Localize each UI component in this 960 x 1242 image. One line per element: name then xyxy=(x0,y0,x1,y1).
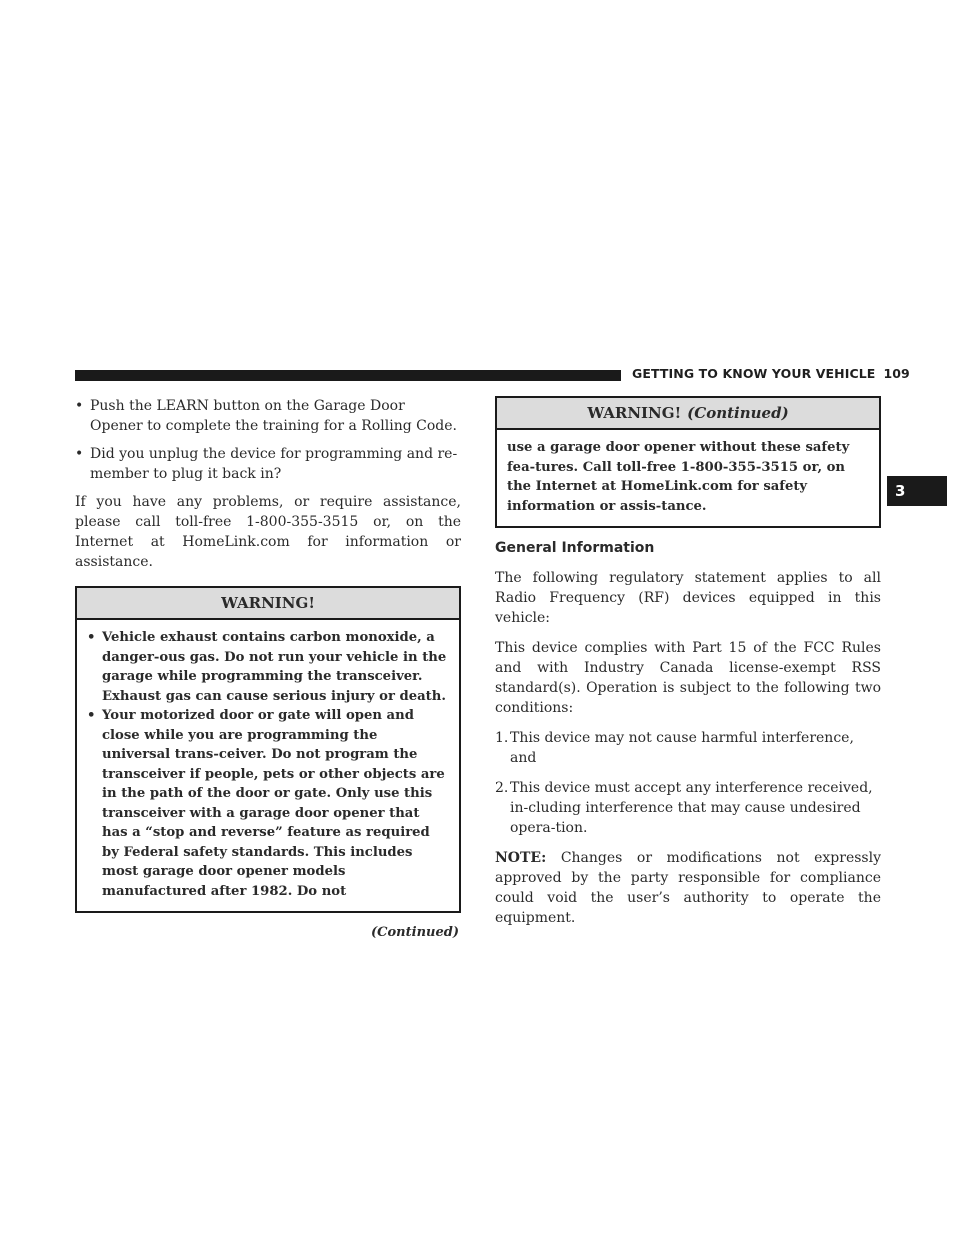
item-text: This device must accept any interference received, in-cluding interference that may cause undesired opera-tion. xyxy=(510,780,873,836)
right-column xyxy=(495,396,881,938)
note-text: Changes or modifications not expressly approved by the party responsible for compliance could void the user’s authority to operate the equipment. xyxy=(495,850,882,926)
warning-continued-body: use a garage door opener without these safety fea-tures. Call toll-free 1-800-355-3515 or, on the Internet at HomeLink.com for safety information or assis-tance. xyxy=(507,440,850,514)
bullet-icon: • xyxy=(87,708,96,723)
continued-label: (Continued) xyxy=(371,925,459,940)
warning-title: WARNING! xyxy=(77,588,459,620)
item-number: 2. xyxy=(495,780,509,796)
left-column xyxy=(75,396,461,943)
note-paragraph xyxy=(495,848,881,928)
warning-body xyxy=(77,620,459,911)
header-title: GETTING TO KNOW YOUR VEHICLE xyxy=(632,366,876,381)
chapter-tab: 3 xyxy=(887,476,947,506)
compliance-paragraph: This device complies with Part 15 of the FCC Rules and with Industry Canada license-exempt RSS standard(s). Operation is subject to the following two conditions: xyxy=(495,640,881,716)
assistance-paragraph: If you have any problems, or require assistance, please call toll-free 1-800-355-3515 or, on the Internet at HomeLink.com for information or assistance. xyxy=(75,494,461,570)
header-rule xyxy=(75,370,621,381)
warning-item xyxy=(87,706,449,901)
bullet-icon: • xyxy=(75,446,84,462)
bullet-icon: • xyxy=(75,398,84,414)
item-text: This device may not cause harmful interference, and xyxy=(510,730,854,766)
numbered-item xyxy=(495,778,881,838)
section-title: General Information xyxy=(495,540,655,556)
bullet-text: Push the LEARN button on the Garage Door Opener to complete the training for a Rolling Code. xyxy=(90,398,457,434)
page-number: 109 xyxy=(883,366,910,381)
running-header xyxy=(632,366,910,381)
warning-text: Vehicle exhaust contains carbon monoxide, a danger-ous gas. Do not run your vehicle in the garage while programming the transceiver. Exhaust gas can cause serious injury or death. xyxy=(102,630,447,704)
bullet-icon: • xyxy=(87,630,96,645)
warning-title: WARNING! xyxy=(587,404,682,422)
bullet-text: Did you unplug the device for programming and re-member to plug it back in? xyxy=(90,446,458,482)
note-label: NOTE: xyxy=(495,850,547,866)
warning-continued-label: (Continued) xyxy=(687,404,789,422)
warning-text: Your motorized door or gate will open and close while you are programming the universal trans-ceiver. Do not program the transceiver if people, pets or other objects are in the path of the door or gate. Only use this transceiver with a garage door opener that has a “stop and reverse” feature as required by Federal safety standards. This includes most garage door opener models manufactured after 1982. Do not xyxy=(102,708,445,899)
warning-continued-header xyxy=(497,398,879,430)
warning-continued-box xyxy=(495,396,881,528)
regulatory-paragraph: The following regulatory statement applies to all Radio Frequency (RF) devices equipped in this vehicle: xyxy=(495,570,881,626)
warning-box xyxy=(75,586,461,913)
warning-item xyxy=(87,628,449,706)
list-item xyxy=(75,444,461,484)
list-item xyxy=(75,396,461,436)
item-number: 1. xyxy=(495,730,509,746)
numbered-item xyxy=(495,728,881,768)
